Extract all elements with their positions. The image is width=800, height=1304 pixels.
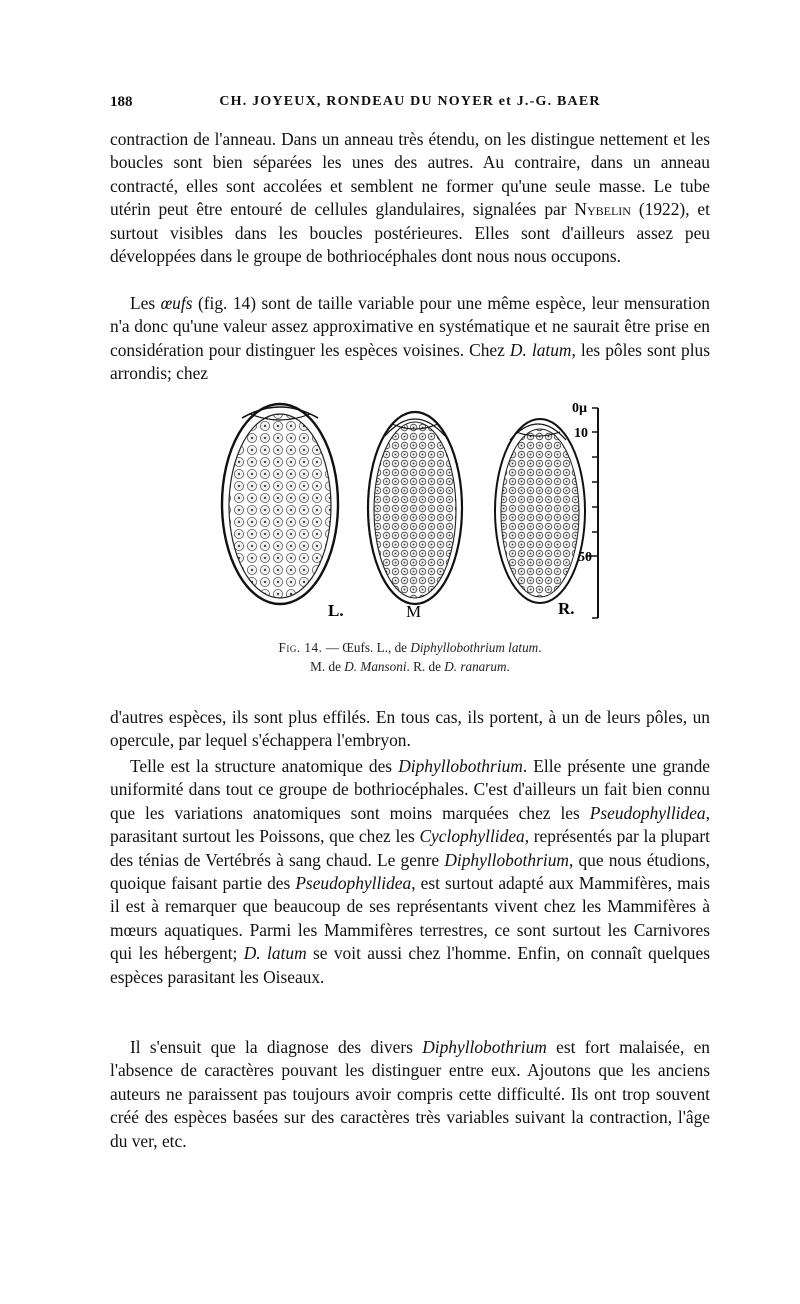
para4-i4: Diphyllobothrium (444, 849, 569, 870)
para2-t1: Les (130, 293, 161, 313)
para5-i1: Diphyllobothrium (422, 1037, 547, 1057)
para4-t7: se voit aussi chez l'homme. Enfin, on connaît quelques espèces parasitant les Oiseaux. (110, 943, 710, 987)
egg-ranarum (495, 419, 585, 603)
running-head: CH. JOYEUX, RONDEAU DU NOYER et J.-G. BAER (219, 94, 601, 109)
para1-text2: (1922), et surtout visibles dans les boucles postérieures. Elles sont d'ailleurs assez peu développées dans le groupe de bothriocéphales dont nous nous occupons. (110, 199, 710, 267)
figure-caption (110, 638, 710, 676)
caption-line-2 (110, 657, 710, 676)
para4-i6: D. latum (243, 943, 307, 964)
egg-latum (222, 404, 338, 604)
para4-t4: , représentés par la plupart des ténias de Vertébrés à sang chaud. Le genre (110, 826, 710, 870)
caption-t3: M. de (310, 659, 345, 674)
para2-i1: œufs (160, 293, 193, 313)
caption-t4: . R. de (406, 659, 445, 674)
caption-i3: D. ranarum (444, 659, 507, 674)
paragraph-2 (110, 292, 710, 386)
scale-unit: 0µ (572, 401, 588, 416)
para2-t3: , les pôles sont plus arrondis; chez (110, 339, 711, 384)
para4-t6: , est surtout adapté aux Mammifères, mais il est à remarquer que beaucoup de ses représentants vivent chez les Mammifères à mœurs aquatiques. Parmi les Mammifères terrestres, ce sont surtout les Carnivores qui les hébergent; (110, 873, 710, 964)
para4-t3: , parasitant surtout les Poissons, que chez les (110, 802, 710, 847)
para5-t2: est fort malaisée, en l'absence de caractères pouvant les distinguer entre eux. Ajoutons que les anciens auteurs ne paraissent pas toujours avoir compris cette difficulté. Ils ont trop souvent créé des espèces basées sur des caractères très variables suivant la contraction, l'âge du ver, etc. (110, 1037, 710, 1151)
caption-t5: . (506, 659, 510, 674)
paragraph-1 (110, 128, 710, 268)
author-nybelin: Nybelin (574, 199, 631, 220)
paragraph-5 (110, 1036, 710, 1153)
figure-14 (220, 396, 620, 622)
egg-mansoni (368, 412, 462, 604)
caption-fig-number: Fig. 14. (278, 640, 323, 655)
paragraph-3 (110, 706, 710, 753)
para3-text: d'autres espèces, ils sont plus effilés. En tous cas, ils portent, à un de leurs pôles, un opercule, par lequel s'échappera l'embryon. (110, 707, 710, 751)
caption-line-1 (110, 638, 710, 657)
caption-i2: D. Mansoni (344, 659, 407, 674)
para4-t5: , que nous étudions, quoique faisant partie des (110, 849, 710, 894)
para2-i2: D. latum (509, 339, 572, 360)
label-R: R. (558, 599, 575, 618)
scale-50: 50 (578, 550, 592, 565)
para4-t1: Telle est la structure anatomique des (130, 756, 399, 776)
para4-i1: Diphyllobothrium (398, 756, 523, 776)
scale-10: 10 (574, 426, 588, 441)
caption-i1: Diphyllobothrium latum (410, 640, 539, 655)
page-header (110, 94, 710, 116)
para4-i3: Cyclophyllidea (419, 826, 525, 847)
para1-text: contraction de l'anneau. Dans un anneau très étendu, on les distingue nettement et les boucles sont bien séparées les unes des autres. Au contraire, dans un anneau contracté, elles sont accolées et semblent ne former qu'une seule masse. Le tube utérin peut être entouré de cellules glandulaires, signalées par (110, 129, 710, 220)
label-L: L. (328, 601, 344, 620)
label-M: M (406, 602, 422, 621)
para4-i5: Pseudophyllidea (295, 873, 412, 894)
page-number: 188 (110, 94, 133, 110)
egg-illustration (220, 396, 620, 622)
para4-i2: Pseudophyllidea (589, 802, 706, 823)
para5-t1: Il s'ensuit que la diagnose des divers (130, 1037, 423, 1057)
caption-t1: — Œufs. L., de (322, 640, 411, 655)
para2-t2: (fig. 14) sont de taille variable pour une même espèce, leur mensuration n'a donc qu'une valeur assez approximative en systématique et ne saurait être prise en considération pour distinguer les espèces voisines. Chez (110, 293, 710, 360)
caption-t2: . (538, 640, 542, 655)
paragraph-4 (110, 755, 710, 989)
para4-t2: . Elle présente une grande uniformité dans tout ce groupe de bothriocéphales. C'est d'ailleurs un fait bien connu que les variations anatomiques sont moins marquées chez les (110, 756, 710, 823)
